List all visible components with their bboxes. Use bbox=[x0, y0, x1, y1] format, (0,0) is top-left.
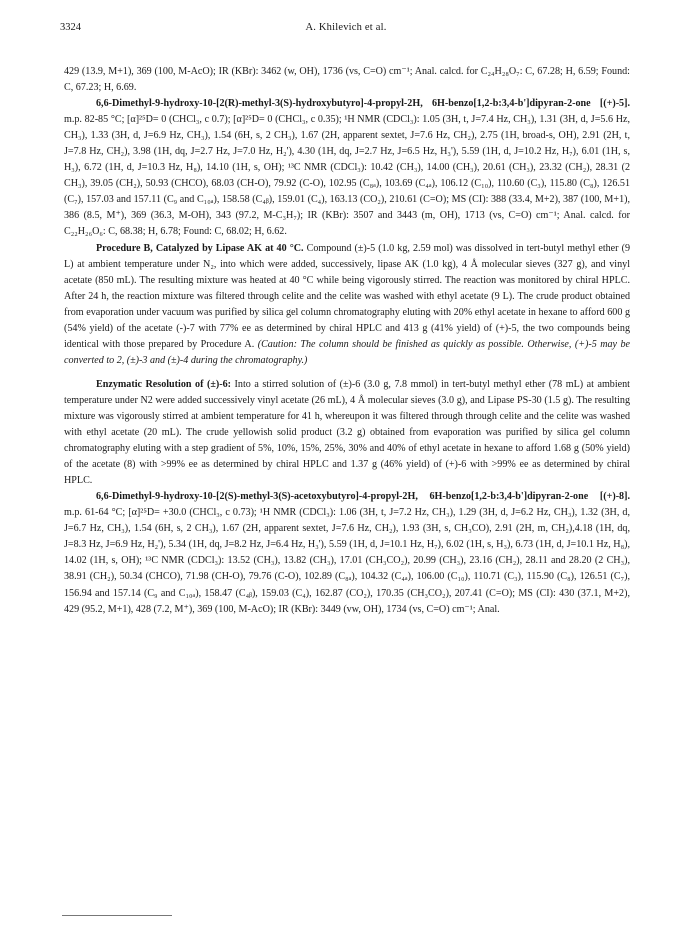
paragraph-compound-8 bbox=[64, 489, 630, 617]
page-number: 3324 bbox=[60, 22, 81, 33]
paragraph-text: Into a stirred solution of (±)-6 (3.0 g, 7.8 mmol) in tert-butyl methyl ether (78 mL) at ambient temperature under N2 were added successively vinyl acetate (26 mL), 4 Å molecular sieves (3.0 g), and Lipase PS-30 (1.5 g). The resulting mixture was vigorously stirred at ambient temperature for 41 h, whereupon it was filtered through through celite and the celite was washed with ethyl acetate (20 mL). The crude yellowish solid product (3.2 g) obtained from evaporation was purified by silica gel column chromatography eluting with a step gradient of 5%, 10%, 15%, 25%, 30% and 40% of ethyl acetate in hexane to afford 1.68 g (50% yield) of the acetate (8) with >99% ee as determined by chiral HPLC and 1.37 g (46% yield) of (+)-6 with >99% ee as determined by chiral HPLC. bbox=[64, 378, 630, 487]
paragraph-enzymatic-resolution bbox=[64, 377, 630, 489]
compound-heading: 6,6-Dimethyl-9-hydroxy-10-[2(S)-methyl-3(S)-acetoxybutyro]-4-propyl-2H, 6H-benzo[1,2-b:3,4-b']dipyran-2-one [(+)-8]. bbox=[96, 491, 630, 503]
procedure-heading: Procedure B, Catalyzed by Lipase AK at 40 °C. bbox=[96, 242, 304, 254]
footnote-rule bbox=[62, 915, 172, 916]
paragraph-compound-5 bbox=[64, 96, 630, 240]
paragraph-text: m.p. 82-85 °C; [α]²⁵D= 0 (CHCl₃, c 0.7); [α]²⁵D= 0 (CHCl₃, c 0.35); ¹H NMR (CDCl₃): 1.05 (3H, t, J=7.4 Hz, CH₃), 1.31 (3H, d, J=5.6 Hz, CH₃), 1.33 (3H, d, J=6.9 Hz, CH₃), 1.54 (6H, s, 2 CH₃), 1.67 (2H, apparent sextet, J=7.6 Hz, CH₂), 2.75 (1H, broad-s, OH), 2.91 (2H, t, J=7.8 Hz, CH₂), 3.98 (1H, dq, J=2.7 Hz, J=7.0 Hz, H₂'), 4.30 (1H, dq, J=2.7 Hz, J=6.5 Hz, H₃'), 5.59 (1H, d, J=10.2 Hz, H₇), 6.01 (1H, s, H₃), 6.72 (1H, d, J=10.3 Hz, H₈), 14.10 (1H, s, OH); ¹³C NMR (CDCl₃): 10.42 (CH₃), 14.00 (CH₃), 20.61 (CH₃), 23.32 (CH₂), 28.31 (2 CH₃), 39.05 (CH₂), 50.93 (CHCO), 68.03 (CH-O), 79.92 (C-O), 102.95 (C₈ₐ), 103.69 (C₄ₐ), 106.12 (C₁₀), 110.60 (C₃), 115.80 (C₈), 126.51 (C₇), 157.03 and 157.11 (C₉ and C₁₀ₐ), 158.58 (C₄ᵦ), 159.01 (C₄), 163.13 (CO₂), 210.61 (C=O); MS (CI): 388 (33.4, M+2), 387 (100, M+1), 386 (8.5, M⁺), 369 (36.3, M-OH), 343 (97.2, M-C₃H₇); IR (KBr): 3507 and 3443 (m, OH), 1713 (vs, C=O) cm⁻¹; Anal. calcd. for C₂₂H₂₆O₆: C, 68.38; H, 6.78; Found: C, 68.02; H, 6.62. bbox=[64, 114, 630, 238]
paragraph-text: Compound (±)-5 (1.0 kg, 2.59 mol) was dissolved in tert-butyl methyl ether (9 L) at ambient temperature under N₂, into which were added, successively, lipase AK (1.0 kg), 4 Å molecular sieves (327 g), and vinyl acetate (850 mL). The resulting mixture was heated at 40 °C while being vigorously stirred. The reaction was monitored by chiral HPLC. After 24 h, the reaction mixture was filtered through celite and the celite was washed with ethyl acetate (9 L). The crude product obtained from evaporation under vacuum was purified by silica gel column chromatography eluting with 20% ethyl acetate in hexane to afford 600 g (54% yield) of the acetate (-)-7 with 77% ee as determined by chiral HPLC and 413 g (41% yield) of (+)-5, the two compounds being identical with those prepared by Procedure A. bbox=[64, 242, 630, 350]
resolution-heading: Enzymatic Resolution of (±)-6: bbox=[96, 378, 231, 390]
running-title: A. Khilevich et al. bbox=[305, 22, 387, 33]
article-body bbox=[64, 64, 630, 618]
caution-note: (Caution: The column should be finished as quickly as possible. Otherwise, (+)-5 may be converted to 2, (±)-3 and (±)-4 during the chromatography.) bbox=[64, 338, 631, 366]
paragraph-analysis-continued bbox=[64, 64, 630, 96]
paragraph-text: m.p. 61-64 °C; [α]²⁵D= +30.0 (CHCl₃, c 0.73); ¹H NMR (CDCl₃): 1.06 (3H, t, J=7.2 Hz, CH₃), 1.29 (3H, d, J=6.2 Hz, CH₃), 1.32 (3H, d, J=6.7 Hz, CH₃), 1.54 (6H, s, 2 CH₃), 1.67 (2H, apparent sextet, J=7.6 Hz, CH₂), 1.93 (3H, s, CH₃CO), 2.91 (2H, m, CH₂),4.18 (1H, dq, J=8.3 Hz, J=6.9 Hz, H₂'), 5.34 (1H, dq, J=8.2 Hz, J=6.4 Hz, H₃'), 5.59 (1H, d, J=10.1 Hz, H₇), 6.02 (1H, s, H₃), 6.73 (1H, d, J=10.1 Hz, H₈), 14.02 (1H, s, OH); ¹³C NMR (CDCl₃): 13.52 (CH₃), 13.82 (CH₃), 17.01 (CH₃CO₂), 20.99 (CH₃), 23.16 (CH₂), 28.11 and 28.20 (2 CH₃), 38.91 (CH₂), 50.34 (CHCO), 71.98 (CH-O), 79.76 (C-O), 102.89 (C₈ₐ), 104.32 (C₄ₐ), 106.00 (C₁₀), 110.71 (C₃), 115.90 (C₈), 126.51 (C₇), 156.94 and 157.14 (C₉ and C₁₀ₐ), 158.47 (C₄ᵦ), 159.03 (C₄), 162.87 (CO₂), 170.35 (CH₃CO₂), 207.41 (C=O); MS (CI): 430 (37.1, M+2), 429 (95.2, M+1), 428 (7.2, M⁺), 369 (100, M-AcO); IR (KBr): 3449 (vw, OH), 1734 (vs, C=O) cm⁻¹; Anal. bbox=[64, 507, 630, 615]
paragraph-text: 429 (13.9, M+1), 369 (100, M-AcO); IR (KBr): 3462 (w, OH), 1736 (vs, C=O) cm⁻¹; Anal. calcd. for C₂₄H₂₈O₇: C, 67.28; H, 6.59; Found: C, 67.23; H, 6.69. bbox=[64, 66, 630, 94]
paragraph-procedure-b bbox=[64, 241, 630, 369]
compound-heading: 6,6-Dimethyl-9-hydroxy-10-[2(R)-methyl-3(S)-hydroxybutyro]-4-propyl-2H, 6H-benzo[1,2-b:3,4-b']dipyran-2-one [(+)-5]. bbox=[96, 98, 630, 110]
